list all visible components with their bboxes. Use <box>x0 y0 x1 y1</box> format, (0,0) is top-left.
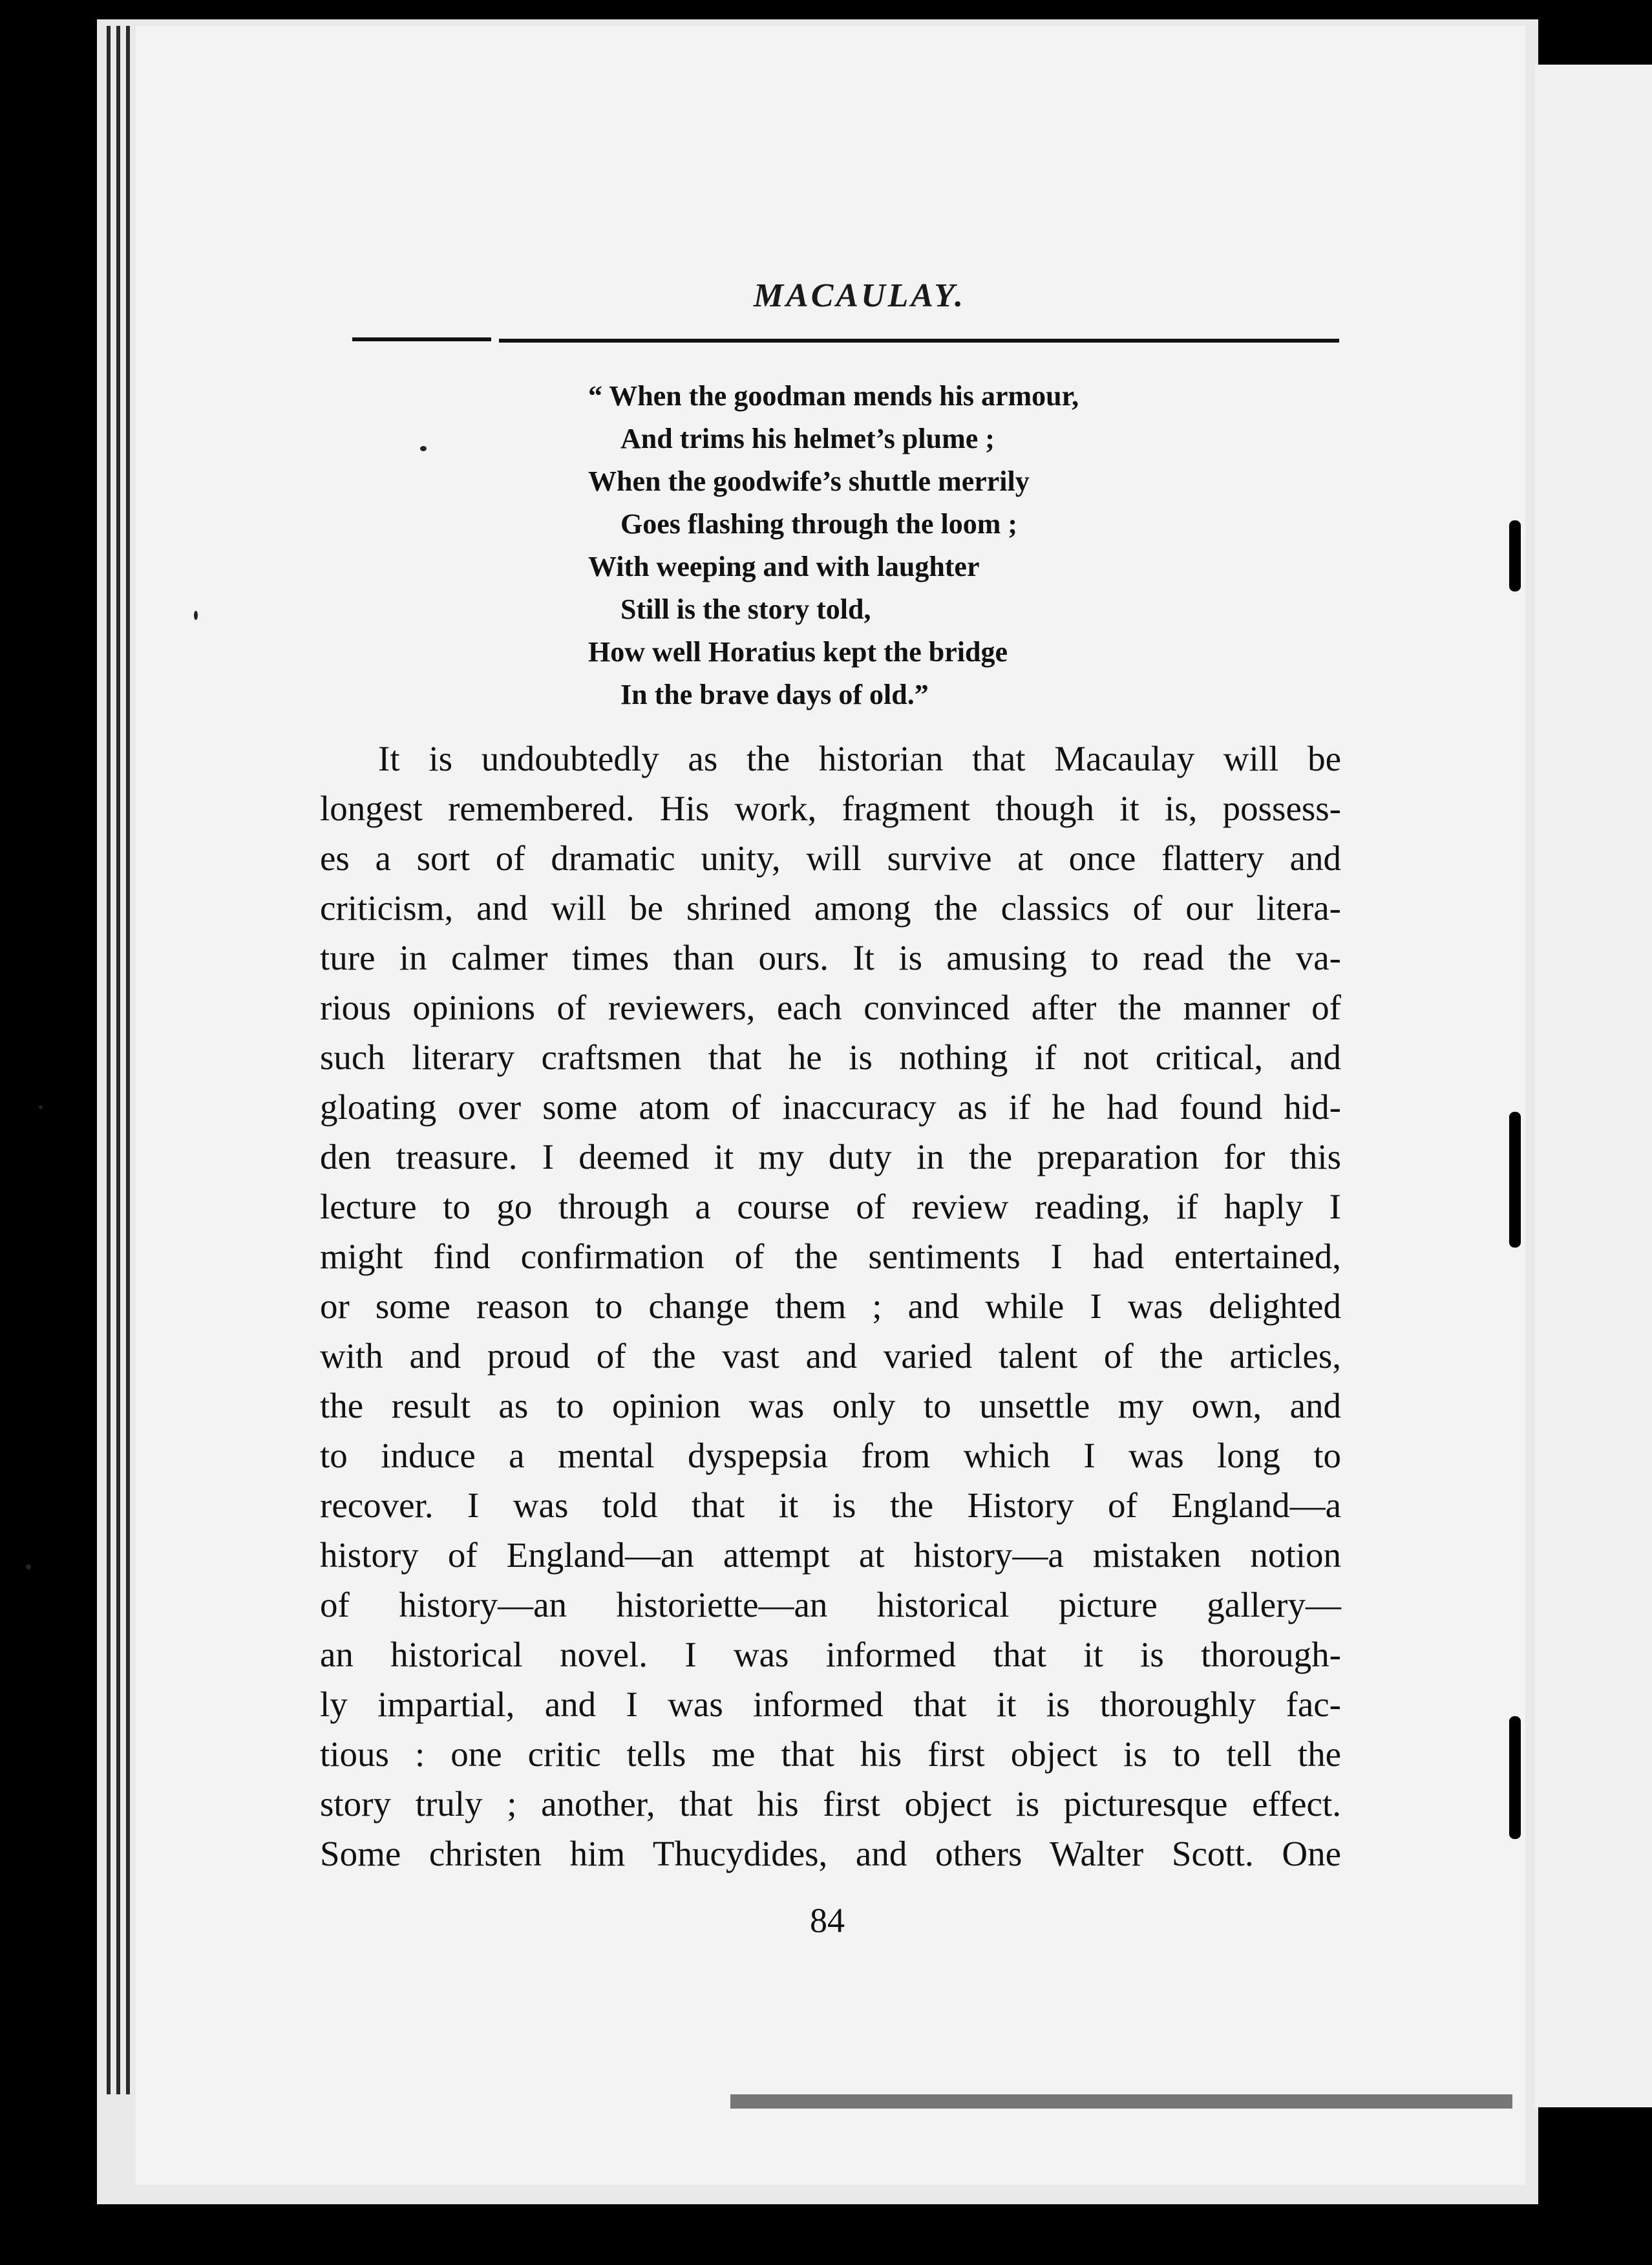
text-line: story truly ; another, that his first object is picturesque effect. <box>320 1784 1341 1824</box>
header-rule-long <box>499 339 1339 343</box>
text-line: ly impartial, and I was informed that it is thoroughly fac- <box>320 1685 1341 1724</box>
poem-line: Still is the story told, <box>620 593 871 625</box>
text-line: lecture to go through a course of review reading, if haply I <box>320 1187 1341 1226</box>
page-number: 84 <box>810 1901 845 1940</box>
print-speck <box>420 446 427 451</box>
text-line: recover. I was told that it is the History of England—a <box>320 1485 1341 1525</box>
facing-page-strip <box>1535 65 1652 2107</box>
poem-line: “ When the goodman mends his armour, <box>588 380 1079 412</box>
poem-line: In the brave days of old.” <box>620 679 929 710</box>
page-edge-3 <box>126 26 130 2094</box>
gutter-mark-3 <box>1509 1716 1521 1839</box>
text-line: It is undoubtedly as the historian that Macaulay will be <box>378 739 1341 778</box>
text-line: such literary craftsmen that he is nothing if not critical, and <box>320 1037 1341 1077</box>
gutter-mark-1 <box>1509 520 1521 591</box>
poem-line: Goes flashing through the loom ; <box>620 508 1018 540</box>
text-line: es a sort of dramatic unity, will survive at once flattery and <box>320 838 1341 878</box>
poem-line: How well Horatius kept the bridge <box>588 636 1008 668</box>
poem-line: When the goodwife’s shuttle merrily <box>588 465 1030 497</box>
text-line: with and proud of the vast and varied talent of the articles, <box>320 1336 1341 1376</box>
page-bottom-shadow <box>730 2094 1512 2109</box>
poem-quotation <box>588 375 1079 716</box>
gutter-mark-2 <box>1509 1112 1521 1248</box>
text-line: criticism, and will be shrined among the classics of our litera- <box>320 888 1341 928</box>
print-speck <box>26 1564 31 1569</box>
poem-line: With weeping and with laughter <box>588 551 980 582</box>
text-line: gloating over some atom of inaccuracy as if he had found hid- <box>320 1087 1341 1127</box>
text-line: the result as to opinion was only to unsettle my own, and <box>320 1386 1341 1425</box>
page-edge-2 <box>116 26 120 2094</box>
text-line: or some reason to change them ; and while I was delighted <box>320 1286 1341 1326</box>
text-line: Some christen him Thucydides, and others Walter Scott. One <box>320 1834 1341 1873</box>
text-line: might find confirmation of the sentiments I had entertained, <box>320 1237 1341 1276</box>
running-header-title: MACAULAY. <box>753 277 966 314</box>
print-speck <box>194 611 198 620</box>
text-line: an historical novel. I was informed that it is thorough- <box>320 1635 1341 1674</box>
text-line: tious : one critic tells me that his first object is to tell the <box>320 1734 1341 1774</box>
header-rule-short <box>352 337 491 341</box>
page-edge-1 <box>107 26 111 2094</box>
text-line: to induce a mental dyspepsia from which I was long to <box>320 1436 1341 1475</box>
text-line: history of England—an attempt at history—a mistaken notion <box>320 1535 1341 1575</box>
text-line: longest remembered. His work, fragment though it is, possess- <box>320 789 1341 828</box>
text-line: den treasure. I deemed it my duty in the preparation for this <box>320 1137 1341 1176</box>
text-line: of history—an historiette—an historical picture gallery— <box>320 1585 1341 1624</box>
print-speck <box>39 1105 43 1109</box>
text-line: rious opinions of reviewers, each convinced after the manner of <box>320 988 1341 1027</box>
text-line: ture in calmer times than ours. It is amusing to read the va- <box>320 938 1341 977</box>
poem-line: And trims his helmet’s plume ; <box>620 423 995 454</box>
body-paragraph <box>320 734 1341 1878</box>
